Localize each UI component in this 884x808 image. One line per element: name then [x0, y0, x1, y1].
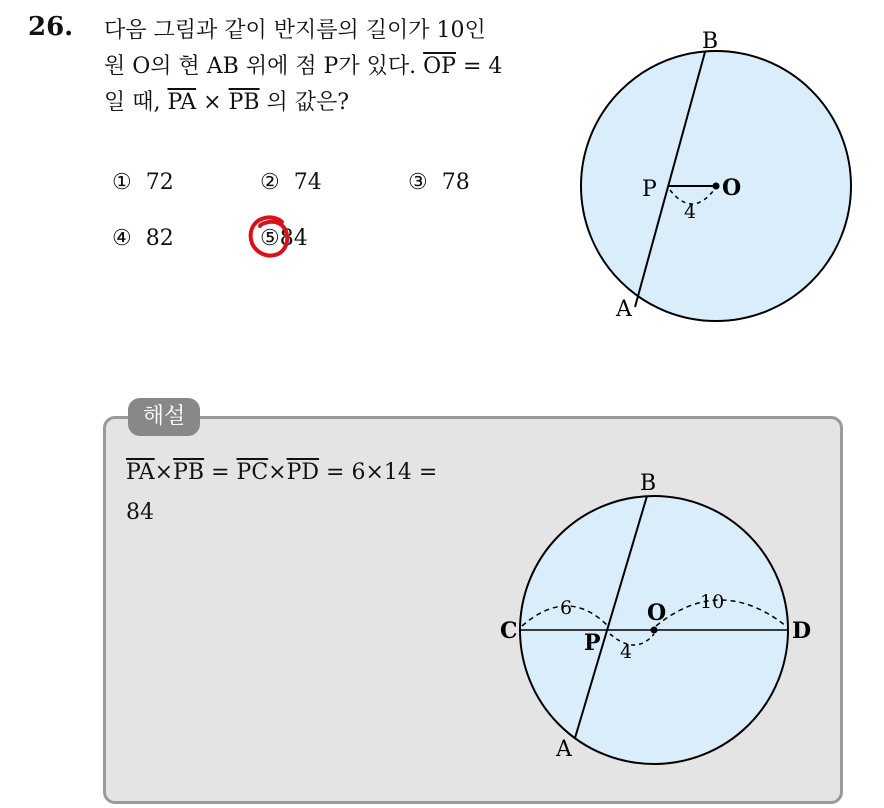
solution-answer: 84 — [126, 500, 154, 525]
label-p2: P — [584, 630, 601, 656]
label-d: D — [792, 618, 812, 644]
label-o: O — [722, 175, 742, 201]
segment-pa: $\overline{PA}$ — [167, 90, 197, 115]
figure-circle-1 — [570, 24, 870, 324]
segment-op: $\overline{OP}$ — [423, 54, 456, 79]
segment-pb: $\overline{PB}$ — [228, 90, 260, 115]
center-dot — [713, 183, 720, 190]
center-dot-2 — [651, 627, 658, 634]
choice-2[interactable]: ② 74 — [260, 170, 322, 195]
choice-3[interactable]: ③ 78 — [408, 170, 470, 195]
label-o2: O — [647, 600, 667, 626]
question-line-2: 원 O의 현 AB 위에 점 P가 있다. $\overline{OP} = 4$ — [104, 54, 503, 79]
label-c: C — [500, 618, 518, 644]
choice-5[interactable]: ⑤84 — [260, 226, 308, 251]
label-len-4: 4 — [684, 201, 697, 223]
figure-circle-2 — [490, 466, 830, 766]
choice-4[interactable]: ④ 82 — [112, 226, 174, 251]
label-a: A — [616, 297, 632, 322]
question-line-3: 일 때, $\overline{PA} \times \overline{PB}$ 의 값은? — [104, 90, 350, 115]
label-len-6: 6 — [560, 597, 573, 619]
solution-tab: 해설 — [128, 398, 200, 436]
label-b2: B — [640, 471, 657, 496]
question-line-1: 다음 그림과 같이 반지름의 길이가 10인 — [104, 18, 486, 43]
answer-circle-mark — [246, 212, 296, 264]
solution-equation: $\overline{PA}\times\overline{PB} = \overline{PC}\times\overline{PD} = 6\times 14$ = — [126, 460, 438, 485]
label-len-10: 10 — [700, 591, 725, 613]
question-number: 26. — [28, 12, 74, 42]
label-b: B — [702, 29, 719, 54]
label-len-4b: 4 — [620, 641, 633, 663]
choice-1[interactable]: ① 72 — [112, 170, 174, 195]
label-a2: A — [556, 737, 572, 762]
label-p: P — [642, 177, 657, 202]
